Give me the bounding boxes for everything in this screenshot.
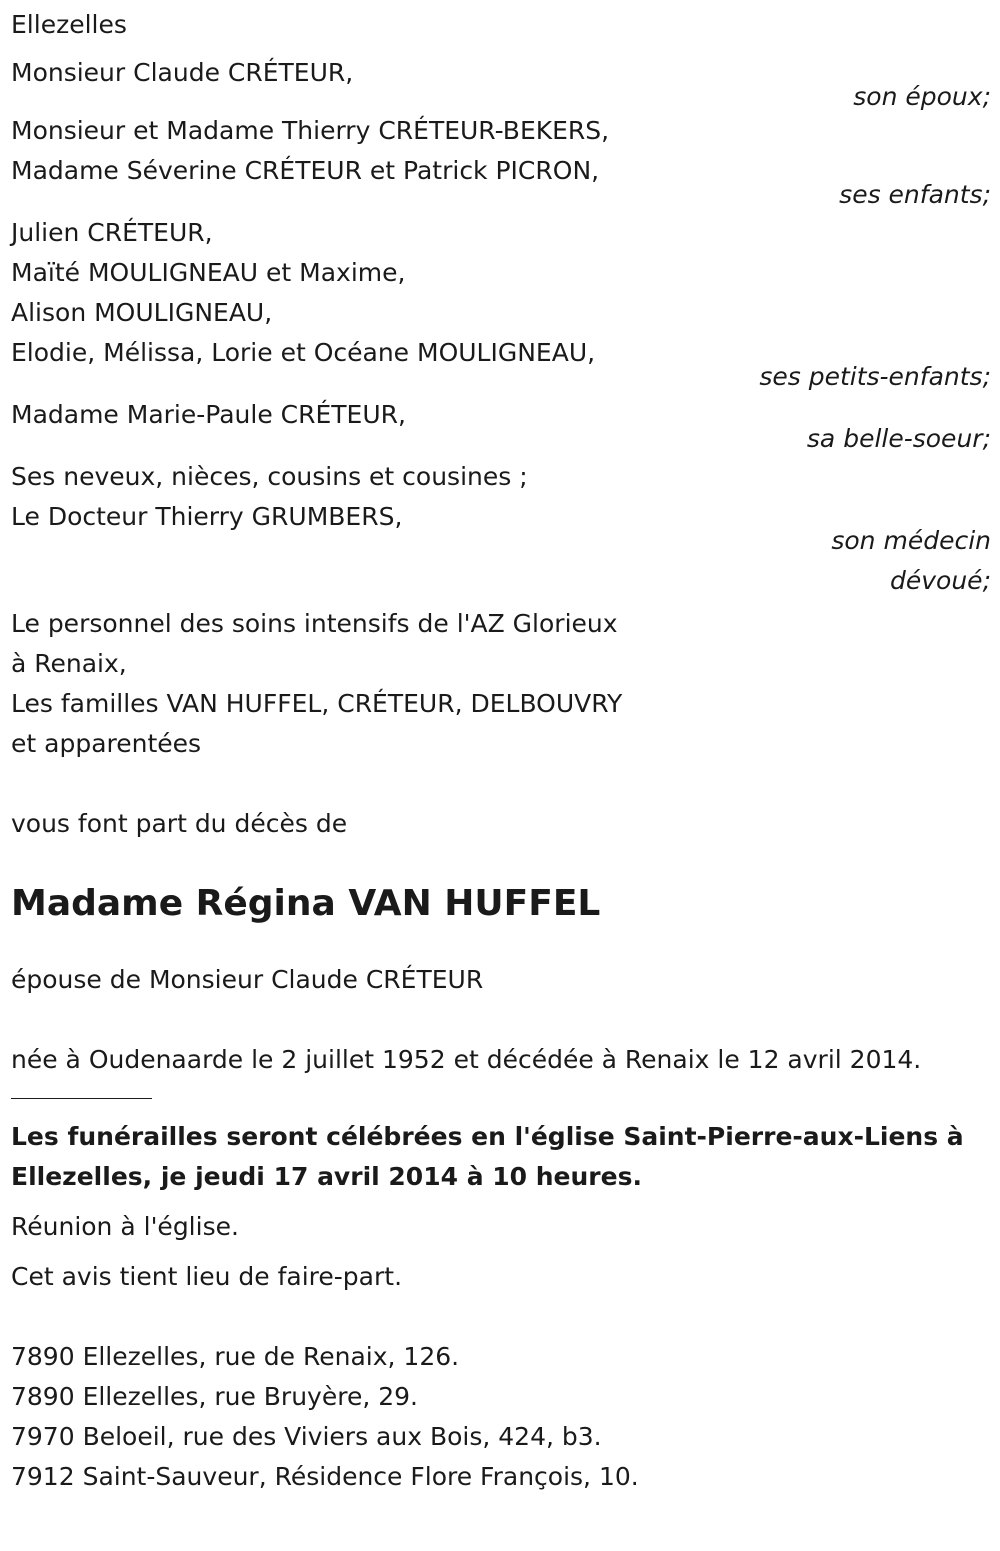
funeral-details-line: Ellezelles, je jeudi 17 avril 2014 à 10 heures. bbox=[11, 1162, 642, 1191]
relationship-label: ses enfants; bbox=[839, 180, 991, 209]
family-line: Le personnel des soins intensifs de l'AZ Glorieux bbox=[11, 609, 618, 638]
family-line: Le Docteur Thierry GRUMBERS, bbox=[11, 502, 403, 531]
family-line: Elodie, Mélissa, Lorie et Océane MOULIGNEAU, bbox=[11, 338, 596, 367]
separator-line bbox=[11, 1098, 152, 1099]
address-line: 7890 Ellezelles, rue Bruyère, 29. bbox=[11, 1382, 418, 1411]
address-line: 7912 Saint-Sauveur, Résidence Flore François, 10. bbox=[11, 1462, 639, 1491]
location-header: Ellezelles bbox=[11, 10, 127, 39]
notice-text: Cet avis tient lieu de faire-part. bbox=[11, 1262, 403, 1291]
relationship-label: dévoué; bbox=[890, 566, 991, 595]
meeting-text: Réunion à l'église. bbox=[11, 1212, 239, 1241]
obituary-notice bbox=[11, 5, 991, 1497]
relationship-label: son médecin bbox=[831, 526, 991, 555]
relationship-label: son époux; bbox=[853, 82, 991, 111]
family-line: Julien CRÉTEUR, bbox=[11, 218, 213, 247]
deceased-name: Madame Régina VAN HUFFEL bbox=[11, 883, 601, 924]
family-group-staff-families bbox=[11, 604, 991, 764]
relationship-label: sa belle-soeur; bbox=[806, 424, 991, 453]
family-line: Monsieur et Madame Thierry CRÉTEUR-BEKERS, bbox=[11, 116, 610, 145]
family-group-grandchildren bbox=[11, 213, 991, 397]
family-group-spouse bbox=[11, 53, 991, 117]
family-line: Les familles VAN HUFFEL, CRÉTEUR, DELBOUVRY bbox=[11, 689, 623, 718]
address-line: 7890 Ellezelles, rue de Renaix, 126. bbox=[11, 1342, 460, 1371]
family-line: Madame Séverine CRÉTEUR et Patrick PICRON, bbox=[11, 156, 600, 185]
family-line: Madame Marie-Paule CRÉTEUR, bbox=[11, 400, 406, 429]
birth-death-text: née à Oudenaarde le 2 juillet 1952 et décédée à Renaix le 12 avril 2014. bbox=[11, 1045, 922, 1074]
family-line: Ses neveux, nièces, cousins et cousines ; bbox=[11, 462, 528, 491]
funeral-details-line: Les funérailles seront célébrées en l'église Saint-Pierre-aux-Liens à bbox=[11, 1122, 964, 1151]
family-group-children bbox=[11, 111, 991, 215]
spouse-text: épouse de Monsieur Claude CRÉTEUR bbox=[11, 965, 484, 994]
family-line: Maïté MOULIGNEAU et Maxime, bbox=[11, 258, 406, 287]
announcement-text: vous font part du décès de bbox=[11, 809, 348, 838]
family-group-sister-in-law bbox=[11, 395, 991, 459]
family-line: à Renaix, bbox=[11, 649, 127, 678]
family-line: et apparentées bbox=[11, 729, 202, 758]
family-line: Monsieur Claude CRÉTEUR, bbox=[11, 58, 354, 87]
address-line: 7970 Beloeil, rue des Viviers aux Bois, 424, b3. bbox=[11, 1422, 602, 1451]
address-list bbox=[11, 1337, 991, 1497]
relationship-label: ses petits-enfants; bbox=[759, 362, 991, 391]
family-line: Alison MOULIGNEAU, bbox=[11, 298, 273, 327]
family-group-others bbox=[11, 457, 991, 601]
